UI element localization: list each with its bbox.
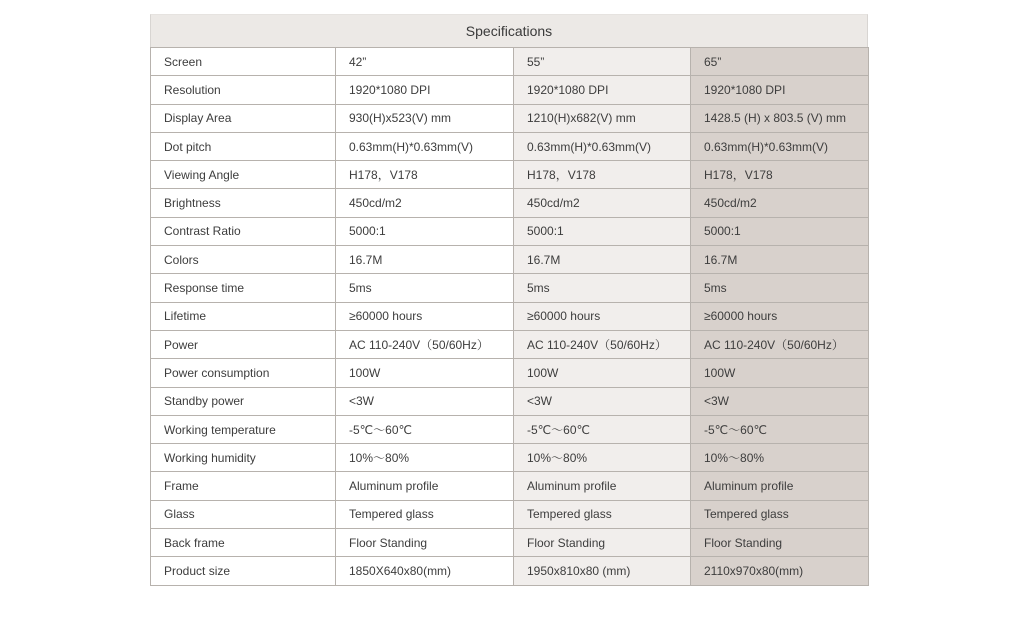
spec-value: 100W xyxy=(691,359,869,387)
table-row xyxy=(151,557,869,585)
spec-value: 0.63mm(H)*0.63mm(V) xyxy=(514,132,691,160)
spec-value: 1210(H)x682(V) mm xyxy=(514,104,691,132)
specifications-panel xyxy=(150,14,868,586)
spec-value: AC 110-240V（50/60Hz） xyxy=(691,330,869,358)
spec-value: Floor Standing xyxy=(691,529,869,557)
spec-value: 1850X640x80(mm) xyxy=(336,557,514,585)
spec-value: 0.63mm(H)*0.63mm(V) xyxy=(336,132,514,160)
table-row xyxy=(151,48,869,76)
table-row xyxy=(151,359,869,387)
spec-label: Standby power xyxy=(151,387,336,415)
spec-label: Glass xyxy=(151,500,336,528)
spec-value: 450cd/m2 xyxy=(691,189,869,217)
table-row xyxy=(151,217,869,245)
table-row xyxy=(151,330,869,358)
spec-label: Screen xyxy=(151,48,336,76)
spec-value: 10%～80% xyxy=(336,444,514,472)
spec-value: 0.63mm(H)*0.63mm(V) xyxy=(691,132,869,160)
spec-value: 930(H)x523(V) mm xyxy=(336,104,514,132)
table-row xyxy=(151,274,869,302)
spec-value: AC 110-240V（50/60Hz） xyxy=(514,330,691,358)
spec-label: Response time xyxy=(151,274,336,302)
specifications-table-body xyxy=(151,48,869,586)
table-row xyxy=(151,444,869,472)
table-row xyxy=(151,472,869,500)
spec-label: Resolution xyxy=(151,76,336,104)
spec-label: Frame xyxy=(151,472,336,500)
spec-label: Lifetime xyxy=(151,302,336,330)
table-row xyxy=(151,104,869,132)
spec-value: 1920*1080 DPI xyxy=(514,76,691,104)
spec-label: Dot pitch xyxy=(151,132,336,160)
spec-value: H178，V178 xyxy=(691,161,869,189)
specifications-table xyxy=(150,47,869,586)
spec-value: -5℃～60℃ xyxy=(336,415,514,443)
spec-value: 100W xyxy=(336,359,514,387)
spec-label: Back frame xyxy=(151,529,336,557)
spec-value: ≥60000 hours xyxy=(514,302,691,330)
spec-value: 16.7M xyxy=(514,246,691,274)
spec-value: H178，V178 xyxy=(514,161,691,189)
spec-label: Contrast Ratio xyxy=(151,217,336,245)
table-row xyxy=(151,529,869,557)
spec-value: Aluminum profile xyxy=(691,472,869,500)
spec-value: 5000:1 xyxy=(691,217,869,245)
spec-value: -5℃～60℃ xyxy=(691,415,869,443)
table-row xyxy=(151,161,869,189)
spec-value: 1428.5 (H) x 803.5 (V) mm xyxy=(691,104,869,132)
spec-value: 16.7M xyxy=(336,246,514,274)
spec-value: 55” xyxy=(514,48,691,76)
spec-value: 65” xyxy=(691,48,869,76)
spec-value: 5000:1 xyxy=(336,217,514,245)
spec-value: 10%～80% xyxy=(514,444,691,472)
spec-value: 450cd/m2 xyxy=(514,189,691,217)
table-row xyxy=(151,415,869,443)
spec-value: 42” xyxy=(336,48,514,76)
spec-value: 2110x970x80(mm) xyxy=(691,557,869,585)
spec-value: 450cd/m2 xyxy=(336,189,514,217)
spec-label: Power xyxy=(151,330,336,358)
spec-value: -5℃～60℃ xyxy=(514,415,691,443)
spec-value: Tempered glass xyxy=(514,500,691,528)
table-row xyxy=(151,189,869,217)
spec-value: ≥60000 hours xyxy=(336,302,514,330)
spec-value: 5ms xyxy=(691,274,869,302)
spec-label: Display Area xyxy=(151,104,336,132)
spec-label: Viewing Angle xyxy=(151,161,336,189)
spec-value: ≥60000 hours xyxy=(691,302,869,330)
spec-label: Working humidity xyxy=(151,444,336,472)
specifications-title: Specifications xyxy=(150,14,868,47)
spec-label: Brightness xyxy=(151,189,336,217)
spec-label: Product size xyxy=(151,557,336,585)
table-row xyxy=(151,302,869,330)
spec-value: 10%～80% xyxy=(691,444,869,472)
spec-value: Aluminum profile xyxy=(514,472,691,500)
table-row xyxy=(151,387,869,415)
spec-value: <3W xyxy=(336,387,514,415)
spec-value: 5ms xyxy=(514,274,691,302)
spec-value: 1950x810x80 (mm) xyxy=(514,557,691,585)
table-row xyxy=(151,132,869,160)
spec-value: H178，V178 xyxy=(336,161,514,189)
table-row xyxy=(151,76,869,104)
spec-value: 1920*1080 DPI xyxy=(691,76,869,104)
spec-value: 1920*1080 DPI xyxy=(336,76,514,104)
spec-value: AC 110-240V（50/60Hz） xyxy=(336,330,514,358)
spec-value: Aluminum profile xyxy=(336,472,514,500)
table-row xyxy=(151,500,869,528)
spec-value: <3W xyxy=(691,387,869,415)
spec-value: 5ms xyxy=(336,274,514,302)
table-row xyxy=(151,246,869,274)
spec-label: Power consumption xyxy=(151,359,336,387)
spec-value: Tempered glass xyxy=(691,500,869,528)
spec-value: <3W xyxy=(514,387,691,415)
spec-value: Floor Standing xyxy=(514,529,691,557)
spec-value: 100W xyxy=(514,359,691,387)
spec-value: 5000:1 xyxy=(514,217,691,245)
spec-label: Colors xyxy=(151,246,336,274)
spec-value: Tempered glass xyxy=(336,500,514,528)
spec-value: Floor Standing xyxy=(336,529,514,557)
spec-label: Working temperature xyxy=(151,415,336,443)
spec-value: 16.7M xyxy=(691,246,869,274)
